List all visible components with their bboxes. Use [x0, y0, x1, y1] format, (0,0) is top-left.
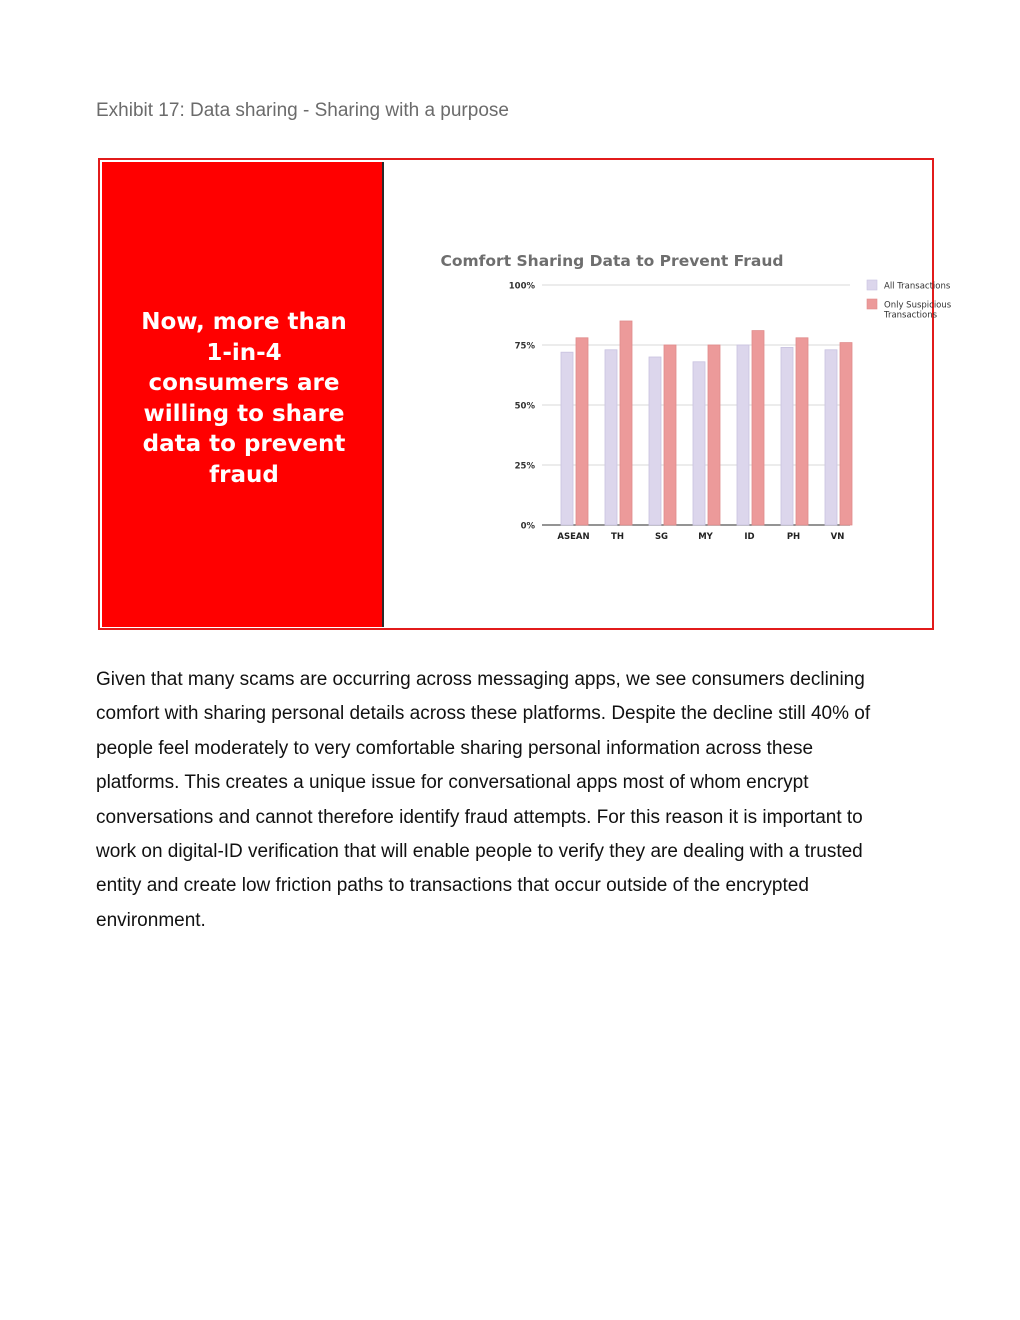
x-tick-label: TH [611, 532, 624, 542]
legend-label: All Transactions [884, 281, 951, 292]
x-tick-label: ID [744, 532, 755, 542]
legend-swatch [867, 280, 877, 290]
callout-line: data to prevent [142, 431, 346, 457]
y-tick-label: 50% [514, 401, 535, 412]
x-tick-label: SG [654, 532, 669, 542]
legend-label: Transactions [884, 310, 938, 321]
legend-swatch [867, 299, 877, 309]
legend-label: Only Suspicious [884, 300, 952, 311]
body-line: work on digital-ID verification that will enable people to verify they are dealing with a trusted [96, 841, 863, 863]
bar-all [781, 347, 793, 525]
y-tick-label: 75% [514, 341, 535, 352]
y-tick-label: 0% [520, 521, 535, 532]
comfort-chart [390, 240, 952, 630]
x-tick-label: VN [830, 532, 845, 542]
x-tick-label: ASEAN [557, 532, 590, 542]
bar-suspicious [796, 338, 808, 525]
bar-suspicious [708, 345, 720, 525]
callout-line: Now, more than [141, 309, 347, 335]
bar-all [561, 352, 573, 525]
y-tick-label: 100% [508, 281, 535, 292]
exhibit-title: Exhibit 17: Data sharing - Sharing with a purpose [96, 100, 509, 121]
bar-all [825, 350, 837, 525]
bar-suspicious [576, 338, 588, 525]
legend [867, 280, 952, 321]
body-line: Given that many scams are occurring across messaging apps, we see consumers declining [96, 669, 865, 690]
figure-frame [98, 158, 952, 630]
bar-suspicious [752, 331, 764, 525]
y-tick-label: 25% [514, 461, 535, 472]
bar-suspicious [620, 321, 632, 525]
body-paragraph [96, 663, 926, 938]
callout-line: 1-in-4 [206, 339, 282, 366]
callout-text [122, 307, 366, 490]
bar-all [605, 350, 617, 525]
body-line: conversations and cannot therefore identify fraud attempts. For this reason it is important to [96, 806, 863, 828]
bar-suspicious [840, 343, 852, 525]
bar-all [649, 357, 661, 525]
bar-layer [561, 321, 852, 525]
body-line: people feel moderately to very comfortable sharing personal information across these [96, 737, 814, 759]
chart-title: Comfort Sharing Data to Prevent Fraud [440, 252, 784, 270]
axis-layer [509, 282, 845, 543]
body-line: platforms. This creates a unique issue for conversational apps most of whom encrypt [96, 772, 809, 794]
x-tick-label: PH [786, 532, 801, 542]
bar-suspicious [664, 345, 676, 525]
callout-line: consumers are [148, 370, 340, 396]
body-line: environment. [96, 909, 206, 931]
body-line: entity and create low friction paths to transactions that occur outside of the encrypted [96, 875, 809, 897]
body-line: comfort with sharing personal details across these platforms. Despite the decline still 40% of [96, 703, 871, 725]
bar-all [737, 345, 749, 525]
callout-panel [102, 162, 384, 627]
x-tick-label: MY [698, 532, 713, 542]
bar-all [693, 362, 705, 525]
callout-line: fraud [209, 461, 279, 488]
callout-line: willing to share [143, 400, 345, 427]
